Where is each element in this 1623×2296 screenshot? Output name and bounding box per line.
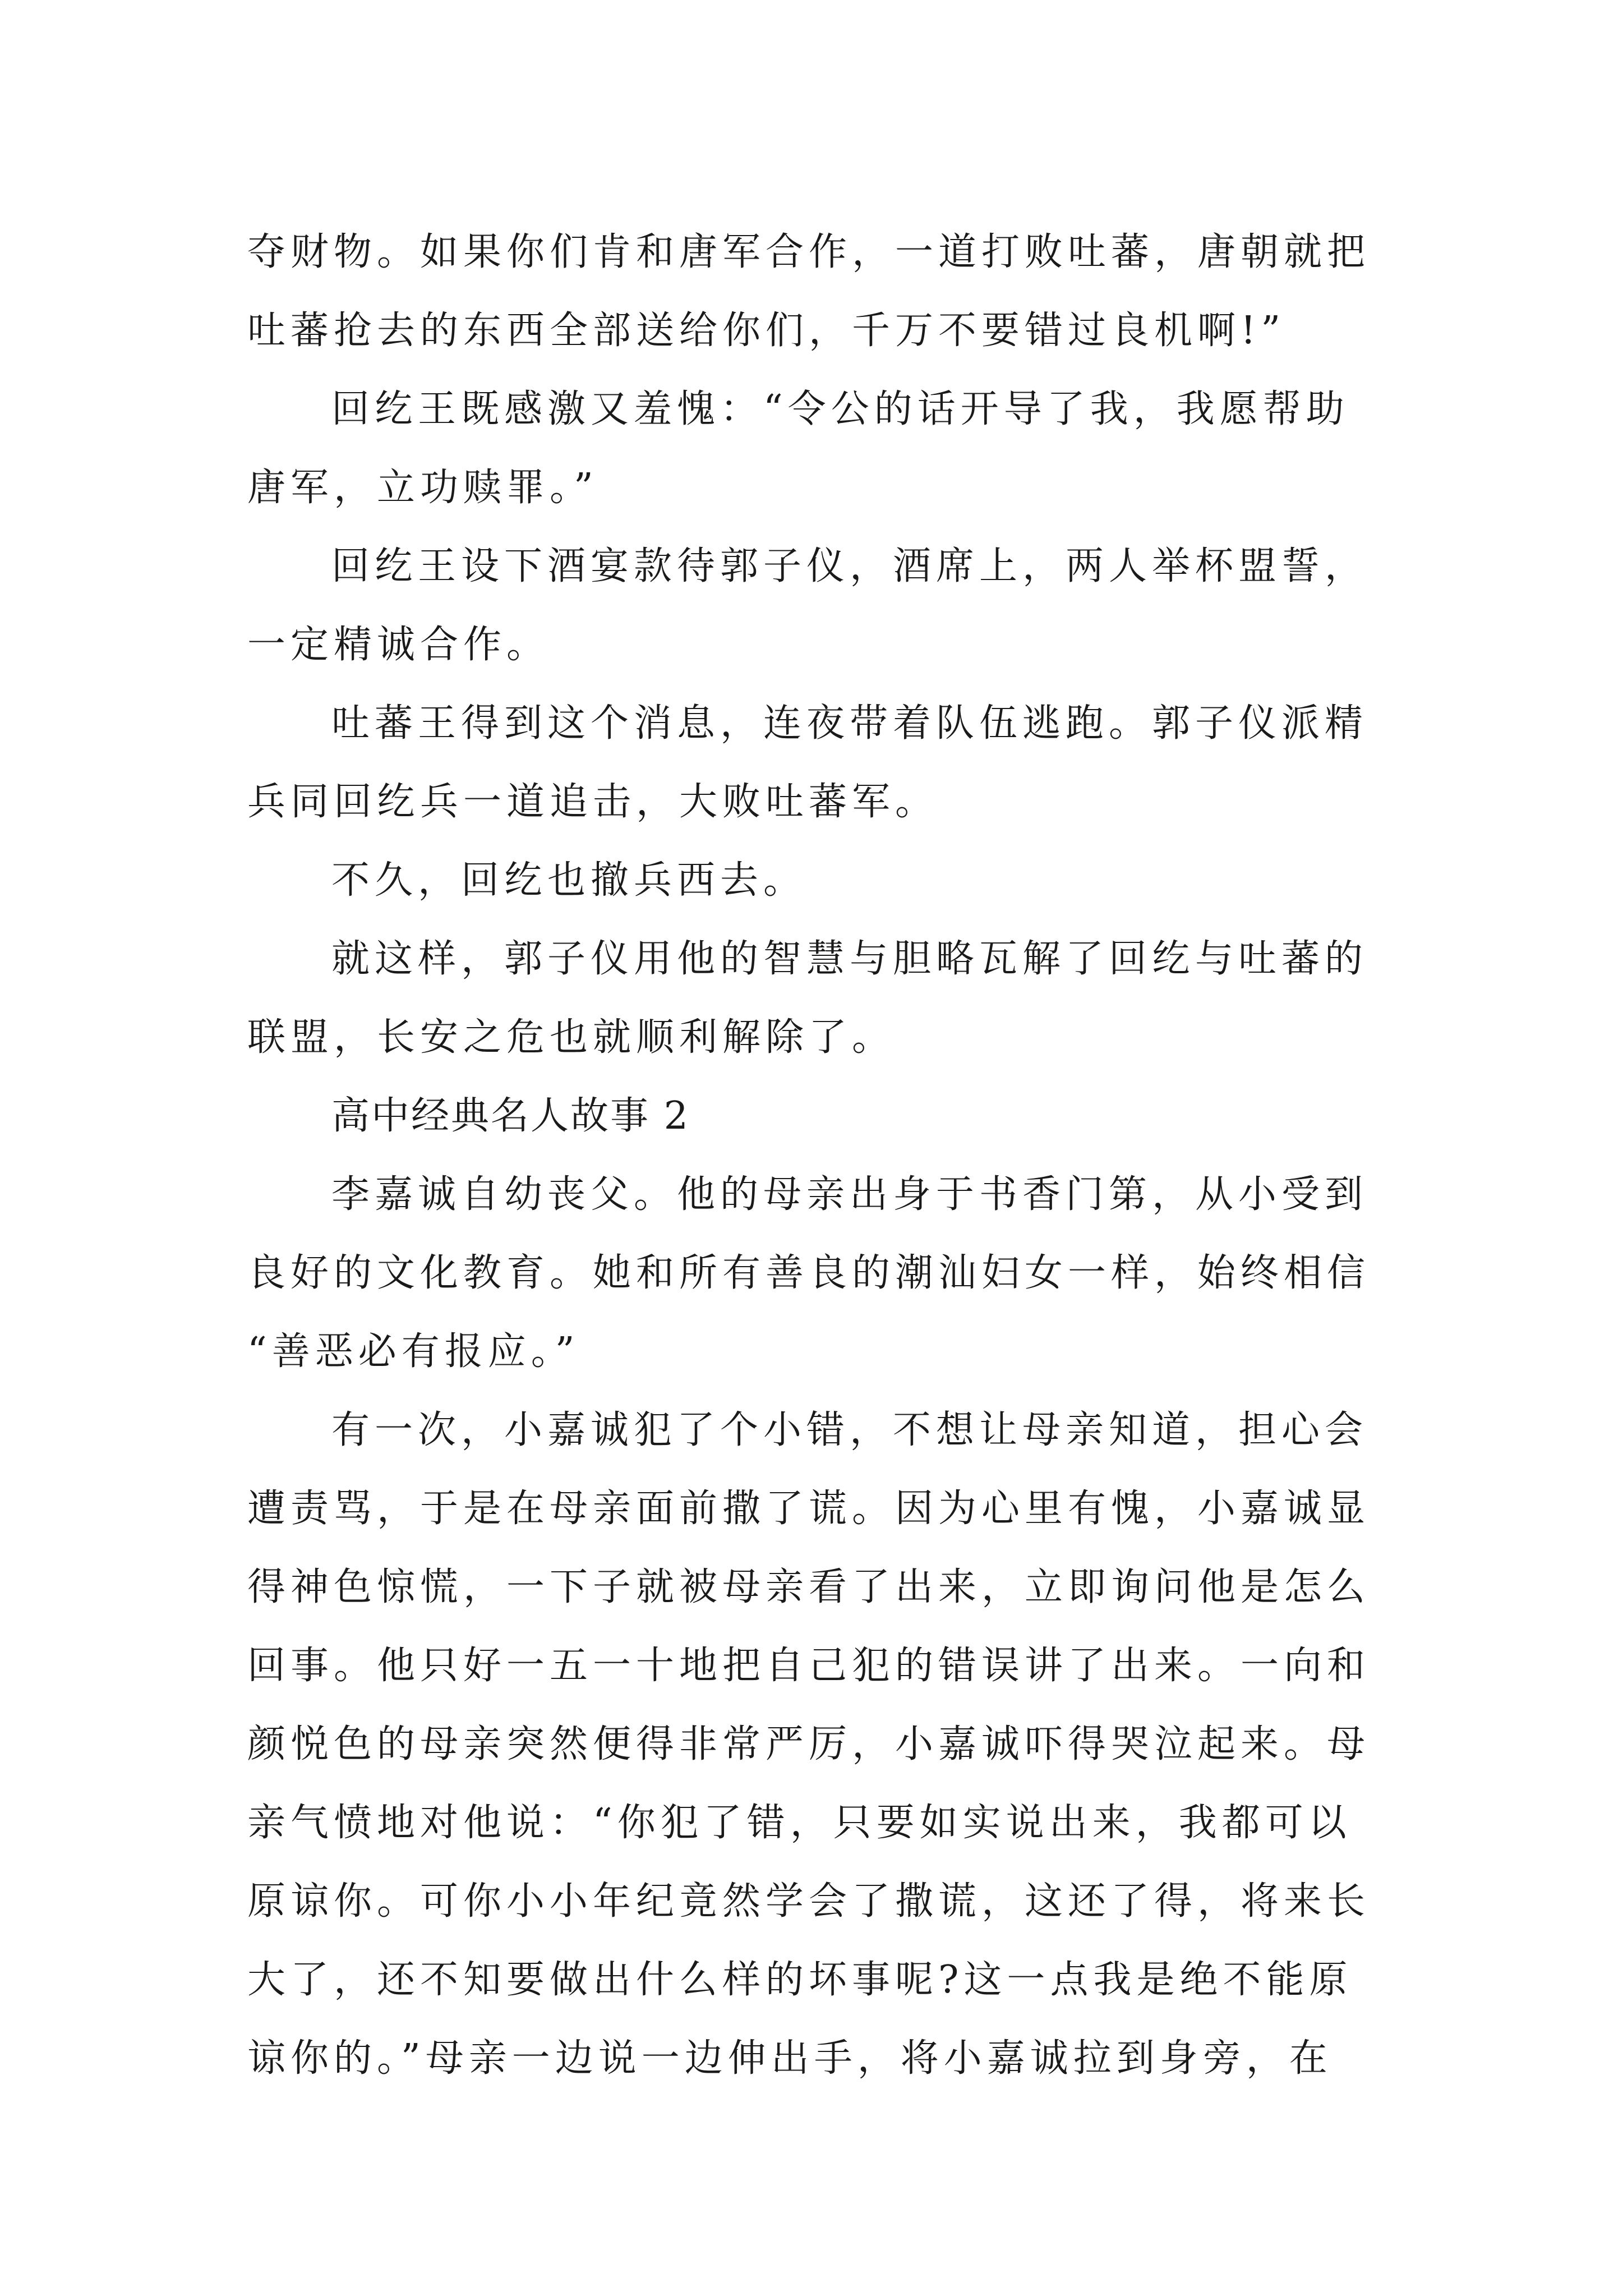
section-heading — [247, 1077, 1391, 1156]
text-line: 一定精诚合作。 — [247, 623, 550, 667]
paragraph — [247, 1156, 1391, 1391]
text-line: 亲气愤地对他说：“你犯了错，只要如实说出来，我都可以 — [247, 1801, 1352, 1845]
text-line: 回纥王设下酒宴款待郭子仪，酒席上，两人举杯盟誓， — [331, 544, 1368, 588]
paragraph — [247, 920, 1391, 1077]
text-line: 得神色惊慌，一下子就被母亲看了出来，立即询问他是怎么 — [247, 1565, 1371, 1609]
paragraph — [247, 370, 1391, 527]
text-line: 吐蕃王得到这个消息，连夜带着队伍逃跑。郭子仪派精 — [331, 701, 1368, 746]
body-text — [247, 213, 1391, 2098]
text-line: 李嘉诚自幼丧父。他的母亲出身于书香门第，从小受到 — [331, 1172, 1368, 1217]
text-line: 大了，还不知要做出什么样的坏事呢?这一点我是绝不能原 — [247, 1958, 1353, 2002]
text-line: 就这样，郭子仪用他的智慧与胆略瓦解了回纥与吐蕃的 — [331, 937, 1368, 981]
text-line: 谅你的。”母亲一边说一边伸出手，将小嘉诚拉到身旁，在 — [247, 2036, 1332, 2081]
text-line: 原谅你。可你小小年纪竟然学会了撒谎，这还了得，将来长 — [247, 1879, 1371, 1924]
heading-text: 高中经典名人故事 2 — [331, 1094, 690, 1138]
paragraph — [247, 527, 1391, 684]
text-line: 唐军，立功赎罪。” — [247, 466, 598, 510]
paragraph — [247, 1391, 1391, 2098]
text-line: 颜悦色的母亲突然便得非常严厉，小嘉诚吓得哭泣起来。母 — [247, 1722, 1371, 1766]
text-line: “善恶必有报应。” — [247, 1329, 580, 1374]
text-line: 吐蕃抢去的东西全部送给你们，千万不要错过良机啊!” — [247, 309, 1286, 353]
text-line: 有一次，小嘉诚犯了个小错，不想让母亲知道，担心会 — [331, 1408, 1368, 1452]
paragraph — [247, 841, 1391, 920]
text-line: 夺财物。如果你们肯和唐军合作，一道打败吐蕃，唐朝就把 — [247, 230, 1371, 274]
text-line: 联盟，长安之危也就顺利解除了。 — [247, 1015, 896, 1060]
paragraph — [247, 213, 1391, 370]
text-line: 遭责骂，于是在母亲面前撒了谎。因为心里有愧，小嘉诚显 — [247, 1487, 1371, 1531]
text-line: 兵同回纥兵一道追击，大败吐蕃军。 — [247, 780, 939, 824]
text-line: 回事。他只好一五一十地把自己犯的错误讲了出来。一向和 — [247, 1644, 1371, 1688]
text-line: 良好的文化教育。她和所有善良的潮汕妇女一样，始终相信 — [247, 1251, 1371, 1295]
text-line: 不久，回纥也撤兵西去。 — [331, 858, 807, 903]
text-line: 回纥王既感激又羞愧：“令公的话开导了我，我愿帮助 — [331, 387, 1349, 431]
paragraph — [247, 684, 1391, 841]
